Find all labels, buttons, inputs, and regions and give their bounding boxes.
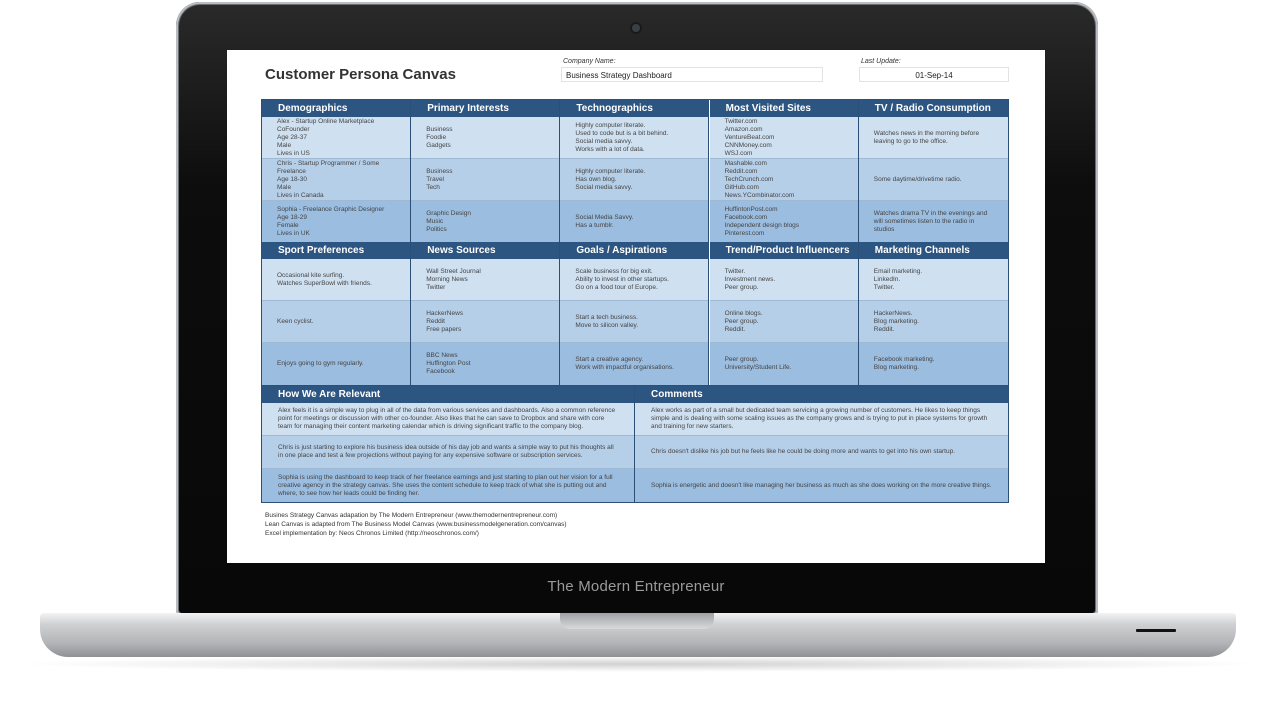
spreadsheet-screen	[227, 50, 1045, 563]
text-cell[interactable]: Alex feels it is a simple way to plug in all of the data from various services and dashboards. Also a common reference point for meetings or discussion with other co-founder. Also likes that he can save to Dropbox and share with core team for managing their content marketing calendar which is driving significant traffic to the company blog.	[262, 403, 634, 436]
grid-cell[interactable]	[710, 301, 858, 343]
column-sport-preferences	[262, 242, 411, 385]
cell-line: Works with a lot of data.	[575, 145, 645, 153]
column-header: News Sources	[411, 242, 559, 259]
cell-line: Lives in US	[277, 149, 310, 157]
grid-cell[interactable]	[262, 201, 410, 243]
cell-line: Age 28-37	[277, 133, 307, 141]
cell-line: Keen cyclist.	[277, 317, 314, 325]
column-marketing-channels	[859, 242, 1008, 385]
cell-line: Go on a food tour of Europe.	[575, 283, 658, 291]
cell-line: Facebook	[426, 368, 455, 375]
cell-line: Peer group.	[724, 317, 759, 325]
footer-line: Lean Canvas is adapted from The Business Model Canvas (www.businessmodelgeneration.com/canvas)	[265, 521, 567, 528]
cell-line: Facebook.com	[724, 214, 768, 221]
cell-line: Watches drama TV in the evenings and will sometimes listen to the radio in studios	[873, 210, 988, 233]
cell-line: Amazon.com	[724, 125, 763, 133]
laptop-opening-notch	[560, 613, 714, 629]
column-header: Primary Interests	[411, 100, 559, 117]
column-most-visited-sites	[710, 100, 859, 243]
text-cell[interactable]: Alex works as part of a small but dedicated team servicing a growing number of customers. He likes to keep things simple and is dealing with some scaling issues as the company grows and is trying to put in place systems for growth and training for new starters.	[635, 403, 1008, 436]
grid-cell[interactable]	[710, 343, 858, 385]
column-header: Marketing Channels	[859, 242, 1008, 259]
grid-cell[interactable]	[262, 259, 410, 301]
grid-cell[interactable]	[411, 159, 559, 201]
cell-line: HackerNews.	[873, 309, 913, 317]
column-primary-interests	[411, 100, 560, 243]
cell-line: Used to code but is a bit behind.	[575, 129, 669, 137]
column-header: Trend/Product Influencers	[710, 242, 858, 259]
cell-line: LinkedIn.	[873, 275, 901, 283]
column-trend-product-influencers	[710, 242, 859, 385]
grid-cell[interactable]	[710, 201, 858, 243]
cell-line: Watches news in the morning before leaving to go to the office.	[873, 129, 980, 145]
column-tv-radio-consumption	[859, 100, 1008, 243]
cell-line: Highly computer literate.	[575, 167, 646, 175]
cell-line: Male	[277, 183, 292, 191]
footer-line: Busines Strategy Canvas adapation by The Modern Entrepreneur (www.themodernentrepreneur.com)	[265, 512, 558, 519]
column-how-we-are-relevant	[262, 386, 635, 502]
credits-footer	[265, 511, 567, 538]
cell-line: Email marketing.	[873, 267, 923, 275]
cell-line: Social Media Savvy.	[575, 214, 634, 221]
cell-line: Enjoys going to gym regularly.	[277, 360, 364, 367]
cell-line: Tech	[426, 183, 440, 191]
cell-line: Ability to invest in other startups.	[575, 275, 669, 283]
cell-line: HackerNews	[426, 309, 464, 317]
grid-cell[interactable]	[859, 343, 1008, 385]
cell-line: Start a tech business.	[575, 313, 638, 321]
cell-line: Social media savvy.	[575, 183, 633, 191]
column-demographics	[262, 100, 411, 243]
cell-line: CNNMoney.com	[724, 141, 772, 149]
cell-line: WSJ.com	[724, 149, 753, 157]
text-cell[interactable]: Chris doesn't dislike his job but he feels like he could be doing more and wants to get into his own startup.	[635, 436, 1008, 469]
cell-line: Travel	[426, 175, 445, 183]
cell-line: Twitter.	[724, 267, 746, 275]
status-led	[1136, 629, 1176, 632]
cell-line: Business	[426, 125, 453, 133]
grid-cell[interactable]	[859, 259, 1008, 301]
cell-line: Blog marketing.	[873, 317, 919, 325]
cell-line: Business	[426, 167, 453, 175]
cell-line: Watches SuperBowl with friends.	[277, 279, 372, 287]
column-header: Technographics	[560, 100, 708, 117]
company-name-field[interactable]: Business Strategy Dashboard	[561, 67, 823, 82]
column-header: How We Are Relevant	[262, 386, 634, 403]
cell-line: Has own blog.	[575, 175, 617, 183]
cell-line: Some daytime/drivetime radio.	[873, 175, 962, 183]
last-update-label: Last Update:	[861, 58, 901, 65]
column-goals-aspirations	[560, 242, 709, 385]
cell-line: Chris - Startup Programmer / Some Freelance	[277, 159, 380, 175]
cell-line: Move to silicon valley.	[575, 321, 639, 329]
text-cell[interactable]: Sophia is energetic and doesn't like managing her business as much as she does working on the more creative things.	[635, 469, 1008, 502]
relevance-comments-section	[261, 385, 1009, 503]
cell-line: BBC News	[426, 352, 458, 359]
grid-cell[interactable]	[560, 117, 708, 159]
cell-line: Pinterest.com	[724, 230, 765, 237]
company-name-label: Company Name:	[563, 58, 616, 65]
text-cell[interactable]: Chris is just starting to explore his business idea outside of his day job and wants a simple way to put his thoughts all in one place and test a few projections without paying for any expensive software or subscription services.	[262, 436, 634, 469]
grid-cell[interactable]	[262, 159, 410, 201]
grid-cell[interactable]	[560, 201, 708, 243]
grid-cell[interactable]	[411, 201, 559, 243]
cell-line: Mashable.com	[724, 159, 767, 167]
cell-line: Work with impactful organisations.	[575, 364, 674, 371]
last-update-field[interactable]: 01-Sep-14	[859, 67, 1009, 82]
cell-line: Lives in UK	[277, 230, 310, 237]
laptop-brand-label: The Modern Entrepreneur	[547, 578, 725, 595]
grid-cell[interactable]	[859, 301, 1008, 343]
cell-line: Highly computer literate.	[575, 121, 646, 129]
grid-cell[interactable]	[560, 159, 708, 201]
cell-line: News.YCombinator.com	[724, 191, 795, 199]
grid-cell[interactable]	[710, 159, 858, 201]
grid-cell[interactable]	[262, 301, 410, 343]
cell-line: TechCrunch.com	[724, 175, 774, 183]
cell-line: Age 18-29	[277, 214, 307, 221]
cell-line: Reddit.com	[724, 167, 758, 175]
cell-line: Facebook marketing.	[873, 356, 935, 363]
cell-line: GitHub.com	[724, 183, 759, 191]
cell-line: VentureBeat.com	[724, 133, 775, 141]
laptop-shadow	[10, 656, 1270, 672]
persona-grid	[261, 99, 1009, 386]
column-header: TV / Radio Consumption	[859, 100, 1008, 117]
cell-line: Reddit.	[873, 325, 895, 333]
webcam-icon	[632, 24, 640, 32]
cell-line: Morning News	[426, 275, 468, 283]
cell-line: Peer group.	[724, 283, 759, 291]
grid-cell[interactable]	[710, 259, 858, 301]
cell-line: Scale business for big exit.	[575, 267, 653, 275]
cell-line: Gadgets	[426, 141, 451, 149]
grid-cell[interactable]	[859, 159, 1008, 201]
cell-line: Twitter	[426, 283, 446, 291]
cell-line: Occasional kite surfing.	[277, 271, 345, 279]
grid-cell[interactable]	[859, 201, 1008, 243]
cell-line: Sophia - Freelance Graphic Designer	[277, 206, 385, 213]
cell-line: Start a creative agency.	[575, 356, 644, 363]
column-header: Demographics	[262, 100, 410, 117]
column-header: Most Visited Sites	[710, 100, 858, 117]
cell-line: Politics	[426, 226, 447, 233]
cell-line: Independent design blogs	[724, 222, 800, 229]
cell-line: Has a tumblr.	[575, 222, 614, 229]
cell-line: Wall Street Journal	[426, 267, 481, 275]
column-header: Goals / Aspirations	[560, 242, 708, 259]
grid-cell[interactable]	[411, 343, 559, 385]
grid-cell[interactable]	[411, 301, 559, 343]
cell-line: Twitter.com	[724, 117, 758, 125]
grid-cell[interactable]	[560, 343, 708, 385]
column-comments	[635, 386, 1008, 502]
cell-line: Online blogs.	[724, 309, 763, 317]
cell-line: Alex - Startup Online Marketplace CoFounder	[277, 117, 375, 133]
cell-line: Twitter.	[873, 283, 895, 291]
grid-cell[interactable]	[411, 117, 559, 159]
cell-line: Foodie	[426, 133, 447, 141]
cell-line: Investment news.	[724, 275, 776, 283]
cell-line: Female	[277, 222, 299, 229]
grid-cell[interactable]	[710, 117, 858, 159]
cell-line: Male	[277, 141, 292, 149]
column-technographics	[560, 100, 709, 243]
page-title: Customer Persona Canvas	[265, 66, 456, 83]
cell-line: Age 18-30	[277, 175, 307, 183]
grid-cell[interactable]	[262, 343, 410, 385]
cell-line: Blog marketing.	[873, 364, 919, 371]
footer-line: Excel implementation by: Neos Chronos Limited (http://neoschronos.com/)	[265, 530, 479, 537]
cell-line: Lives in Canada	[277, 191, 324, 199]
grid-cell[interactable]	[560, 301, 708, 343]
column-header: Sport Preferences	[262, 242, 410, 259]
grid-cell[interactable]	[262, 117, 410, 159]
column-news-sources	[411, 242, 560, 385]
cell-line: University/Student Life.	[724, 364, 792, 371]
cell-line: Huffington Post	[426, 360, 471, 367]
cell-line: Social media savvy.	[575, 137, 633, 145]
cell-line: Reddit.	[724, 325, 746, 333]
cell-line: Graphic Design	[426, 210, 471, 217]
column-header: Comments	[635, 386, 1008, 403]
cell-line: Music	[426, 218, 444, 225]
grid-cell[interactable]	[411, 259, 559, 301]
cell-line: Reddit	[426, 317, 445, 325]
cell-line: Free papers	[426, 325, 462, 333]
text-cell[interactable]: Sophia is using the dashboard to keep track of her freelance earnings and just starting to plan out her vision for a full creative agency in the strategy canvas. She uses the content schedule to keep track of what she is putting out and where, to see how her leads could be finding her.	[262, 469, 634, 502]
grid-cell[interactable]	[560, 259, 708, 301]
cell-line: Peer group.	[724, 356, 759, 363]
cell-line: HuffintonPost.com	[724, 206, 778, 213]
grid-cell[interactable]	[859, 117, 1008, 159]
